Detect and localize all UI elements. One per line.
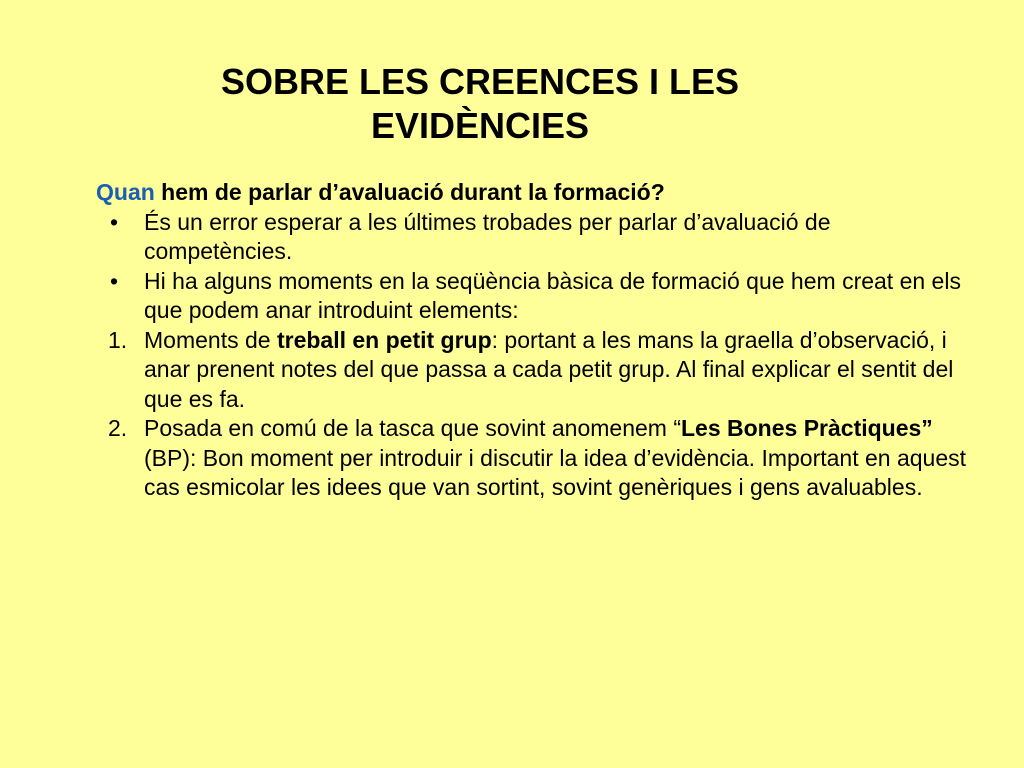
step-text-bold: treball en petit grup — [276, 326, 492, 353]
number-marker: 2. — [108, 415, 128, 441]
slide-title — [150, 60, 810, 148]
bullet-item — [96, 267, 976, 326]
number-marker: 1. — [108, 326, 128, 353]
step-text-bold: Les Bones Pràctiques” — [681, 415, 933, 441]
step-text-pre: Posada en comú de la tasca que sovint anomenem “ — [144, 415, 681, 441]
step-text-pre: Moments de — [144, 326, 277, 353]
bullet-list — [96, 208, 976, 326]
title-line-1: SOBRE LES CREENCES I LES — [220, 61, 740, 102]
title-line-2: EVIDÈNCIES — [370, 105, 590, 146]
numbered-item — [96, 414, 976, 503]
numbered-item — [96, 326, 976, 415]
step-text-post: (BP): Bon moment per introduir i discutir la idea d’evidència. Important en aquest cas esmicolar les idees que van sortint, sovint genèriques i gens avaluables. — [144, 444, 967, 500]
heading-accent-word: Quan — [96, 179, 155, 205]
heading-text: hem de parlar d’avaluació durant la formació? — [154, 179, 665, 205]
step-text-post: : portant a les mans la graella d’observació, i anar prenent notes del que passa a cada petit grup. Al final explicar el sentit del que es fa. — [144, 326, 954, 412]
bullet-text: És un error esperar a les últimes trobades per parlar d’avaluació de competències. — [144, 208, 831, 264]
numbered-list — [96, 326, 976, 503]
bullet-item — [96, 208, 976, 267]
bullet-marker: • — [110, 208, 119, 235]
bullet-text: Hi ha alguns moments en la seqüència bàsica de formació que hem creat en els que podem anar introduint elements: — [144, 267, 961, 323]
bullet-marker: • — [110, 267, 119, 294]
section-heading — [96, 178, 976, 208]
slide-content — [96, 178, 976, 503]
